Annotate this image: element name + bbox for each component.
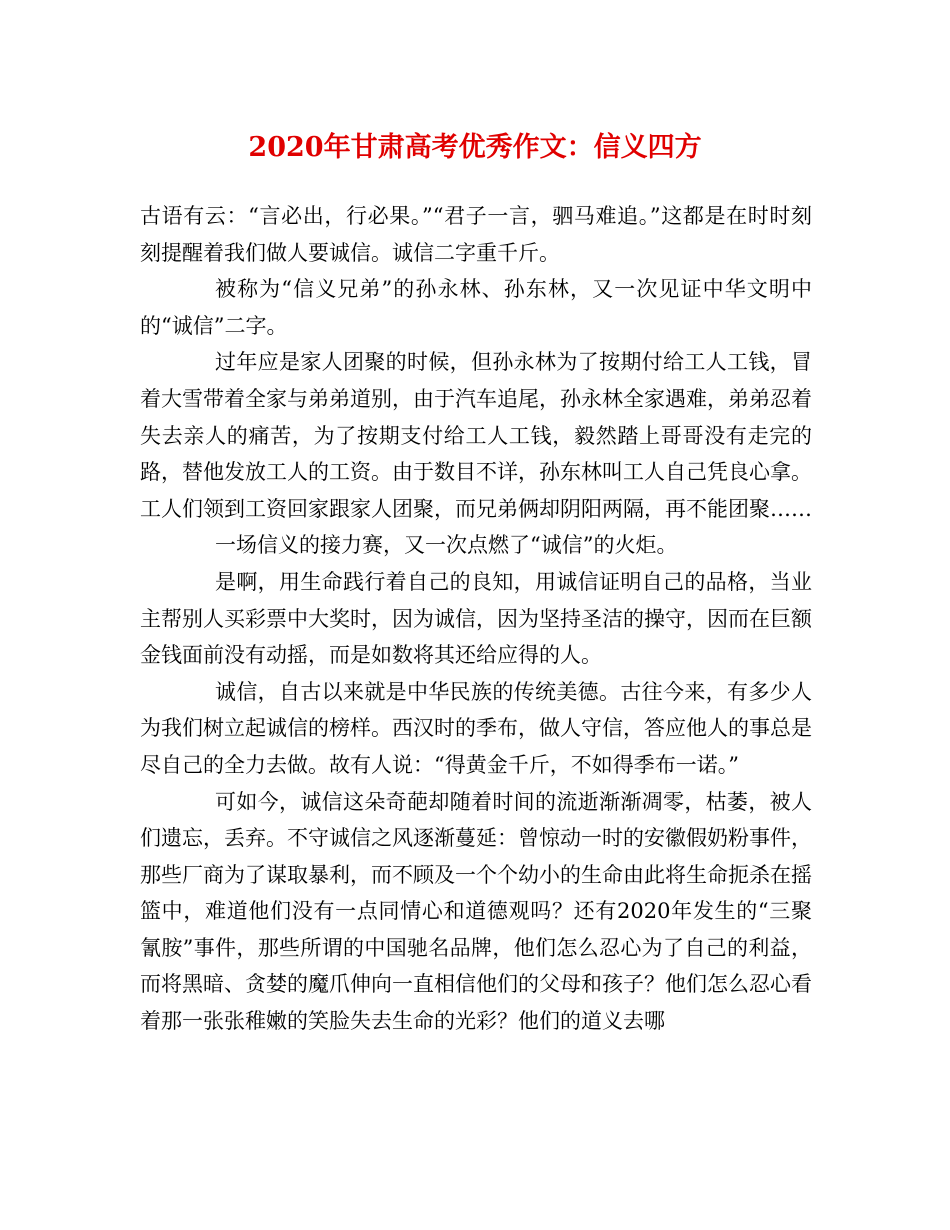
paragraph-5: 是啊，用生命践行着自己的良知，用诚信证明自己的品格，当业主帮别人买彩票中大奖时，因为诚信，因为坚持圣洁的操守，因而在巨额金钱面前没有动摇，而是如数将其还给应得的人。 [140,569,812,668]
paragraph-1: 古语有云：“言必出，行必果。”“君子一言，驷马难追。”这都是在时时刻刻提醒着我们做人要诚信。诚信二字重千斤。 [140,204,812,265]
essay-body [140,198,812,1040]
paragraph-2: 被称为“信义兄弟”的孙永林、孙东林，又一次见证中华文明中的“诚信”二字。 [140,277,812,338]
paragraph-7: 可如今，诚信这朵奇葩却随着时间的流逝渐渐凋零，枯萎，被人们遗忘，丢弃。不守诚信之风逐渐蔓延：曾惊动一时的安徽假奶粉事件，那些厂商为了谋取暴利，而不顾及一个个幼小的生命由此将生命扼杀在摇篮中，难道他们没有一点同情心和道德观吗？还有2020年发生的“三聚氰胺”事件，那些所谓的中国驰名品牌，他们怎么忍心为了自己的利益，而将黑暗、贪婪的魔爪伸向一直相信他们的父母和孩子？他们怎么忍心看着那一张张稚嫩的笑脸失去生命的光彩？他们的道义去哪 [140,789,812,1034]
paragraph-3: 过年应是家人团聚的时候，但孙永林为了按期付给工人工钱，冒着大雪带着全家与弟弟道别，由于汽车追尾，孙永林全家遇难，弟弟忍着失去亲人的痛苦，为了按期支付给工人工钱，毅然踏上哥哥没有走完的路，替他发放工人的工资。由于数目不详，孙东林叫工人自己凭良心拿。工人们领到工资回家跟家人团聚，而兄弟俩却阴阳两隔，再不能团聚…… [140,350,812,521]
paragraph-4: 一场信义的接力赛，又一次点燃了“诚信”的火炬。 [215,533,678,558]
page-title: 2020年甘肃高考优秀作文：信义四方 [248,132,702,163]
paragraph-6: 诚信，自古以来就是中华民族的传统美德。古往今来，有多少人为我们树立起诚信的榜样。西汉时的季布，做人守信，答应他人的事总是尽自己的全力去做。故有人说：“得黄金千斤，不如得季布一诺。” [140,679,812,777]
